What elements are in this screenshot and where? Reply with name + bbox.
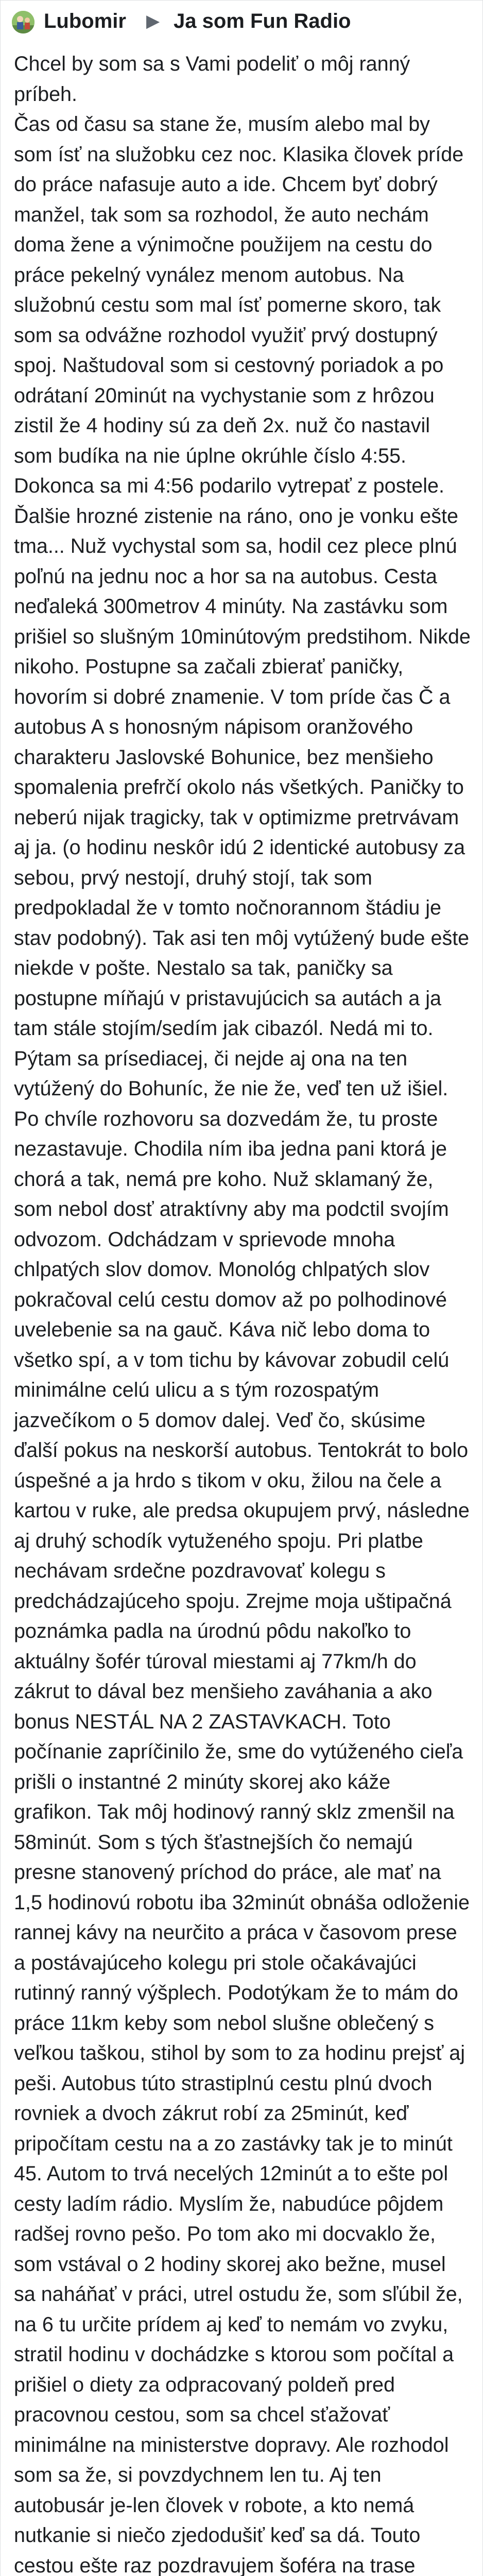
avatar[interactable] bbox=[12, 11, 34, 33]
post-author[interactable]: Lubomir bbox=[44, 10, 126, 32]
avatar-photo-icon bbox=[12, 11, 34, 33]
share-arrow-icon: ▶ bbox=[146, 11, 160, 31]
post-group-name[interactable]: Ja som Fun Radio bbox=[174, 10, 351, 32]
post-body-text: Chcel by som sa s Vami podeliť o môj ranný príbeh. Čas od času sa stane že, musím alebo mal by som ísť na služobku cez noc. Klasika človek príde do práce nafasuje auto a ide. Chcem byť dobrý manžel, tak som sa rozhodol, že auto nechám doma žene a výnimočne použijem na cestu do práce pekelný vynález menom autobus. Na služobnú cestu som mal ísť pomerne skoro, tak som sa odvážne rozhodol využiť prvý dostupný spoj. Naštudoval som si cestovný poriadok a po odrátaní 20minút na vychystanie som z hrôzou zistil že 4 hodiny sú za deň 2x. nuž čo nastavil som budíka na nie úplne okrúhle číslo 4:55. Dokonca sa mi 4:56 podarilo vytrepať z postele. Ďalšie hrozné zistenie na ráno, ono je vonku ešte tma... Nuž vychystal som sa, hodil cez plece plnú poľnú na jednu noc a hor sa na autobus. Cesta neďaleká 300metrov 4 minúty. Na zastávku som prišiel so slušným 10minútovým predstihom. Nikde nikoho. Postupne sa začali zbierať paničky, hovorím si dobré znamenie. V tom príde čas Č a autobus A s honosným nápisom oranžového charakteru Jaslovské Bohunice, bez menšieho spomalenia prefrčí okolo nás všetkých. Paničky to neberú nijak tragicky, tak v optimizme pretrvávam aj ja. (o hodinu neskôr idú 2 identické autobusy za sebou, prvý nestojí, druhý stojí, tak som predpokladal že v tomto nočnorannom štádiu je stav podobný). Tak asi ten môj vytúžený bude ešte niekde v pošte. Nestalo sa tak, paničky sa postupne míňajú v pristavujúcich sa autách a ja tam stále stojím/sedím jak cibazól. Nedá mi to. Pýtam sa prísediacej, či nejde aj ona na ten vytúžený do Bohuníc, že nie že, veď ten už išiel. Po chvíle rozhovoru sa dozvedám že, tu proste nezastavuje. Chodila ním iba jedna pani ktorá je chorá a tak, nemá pre koho. Nuž sklamaný že, som nebol dosť atraktívny aby ma podctil svojím odvozom. Odchádzam v sprievode mnoha chlpatých slov domov. Monológ chlpatých slov pokračoval celú cestu domov až po polhodinové uvelebenie sa na gauč. Káva nič lebo doma to všetko spí, a v tom tichu by kávovar zobudil celú minimálne celú ulicu a s tým rozospatým jazvečíkom o 5 domov dalej. Veď čo, skúsime ďalší pokus na neskorší autobus. Tentokrát to bolo úspešné a ja hrdo s tikom v oku, žilou na čele a kartou v ruke, ale predsa okupujem prvý, následne aj druhý schodík vytuženého spoju. Pri platbe nechávam srdečne pozdravovať kolegu s predchádzajúceho spoju. Zrejme moja uštipačná poznámka padla na úrodnú pôdu nakoľko to aktuálny šofér túroval miestami aj 77km/h do zákrut to dával bez menšieho zaváhania a ako bonus NESTÁL NA 2 ZASTAVKACH. Toto počínanie zapríčinilo že, sme do vytúženého cieľa prišli o instantné 2 minúty skorej ako káže grafikon. Tak môj hodinový ranný sklz zmenšil na 58minút. Som s tých šťastnejších čo nemajú presne stanovený príchod do práce, ale mať na 1,5 hodinovú robotu iba 32minút obnáša odloženie rannej kávy na neurčito a práca v časovom prese a postávajúceho kolegu pri stole očakávajúci rutinný ranný výšplech. Podotýkam že to mám do práce 11km keby som nebol slušne oblečený s veľkou taškou, stihol by som to za hodinu prejsť aj peši. Autobus túto strastiplnú cestu plnú dvoch rovniek a dvoch zákrut robí za 25minút, keď pripočítam cestu na a zo zastávky tak je to minút 45. Autom to trvá necelých 12minút a to ešte pol cesty ladím rádio. Myslím že, nabudúce pôjdem radšej rovno pešo. Po tom ako mi docvaklo že, som vstával o 2 hodiny skorej ako bežne, musel sa naháňať v práci, utrel ostudu že, som sľúbil že, na 6 tu určite prídem aj keď to nemám vo zvyku, stratil hodinu v dochádzke s ktorou som počítal a prišiel o diety za odpracovaný poldeň pred pracovnou cestou, som sa chcel sťažovať minimálne na ministerstve dopravy. Ale rozhodol som sa že, si povzdychnem len tu. Aj ten autobusár je-len človek v robote, a kto nemá nutkanie si niečo zjedodušiť keď sa dá. Touto cestou ešte raz pozdravujem šoféra na trase bbox=[14, 53, 471, 2576]
post-header bbox=[1, 1, 482, 52]
